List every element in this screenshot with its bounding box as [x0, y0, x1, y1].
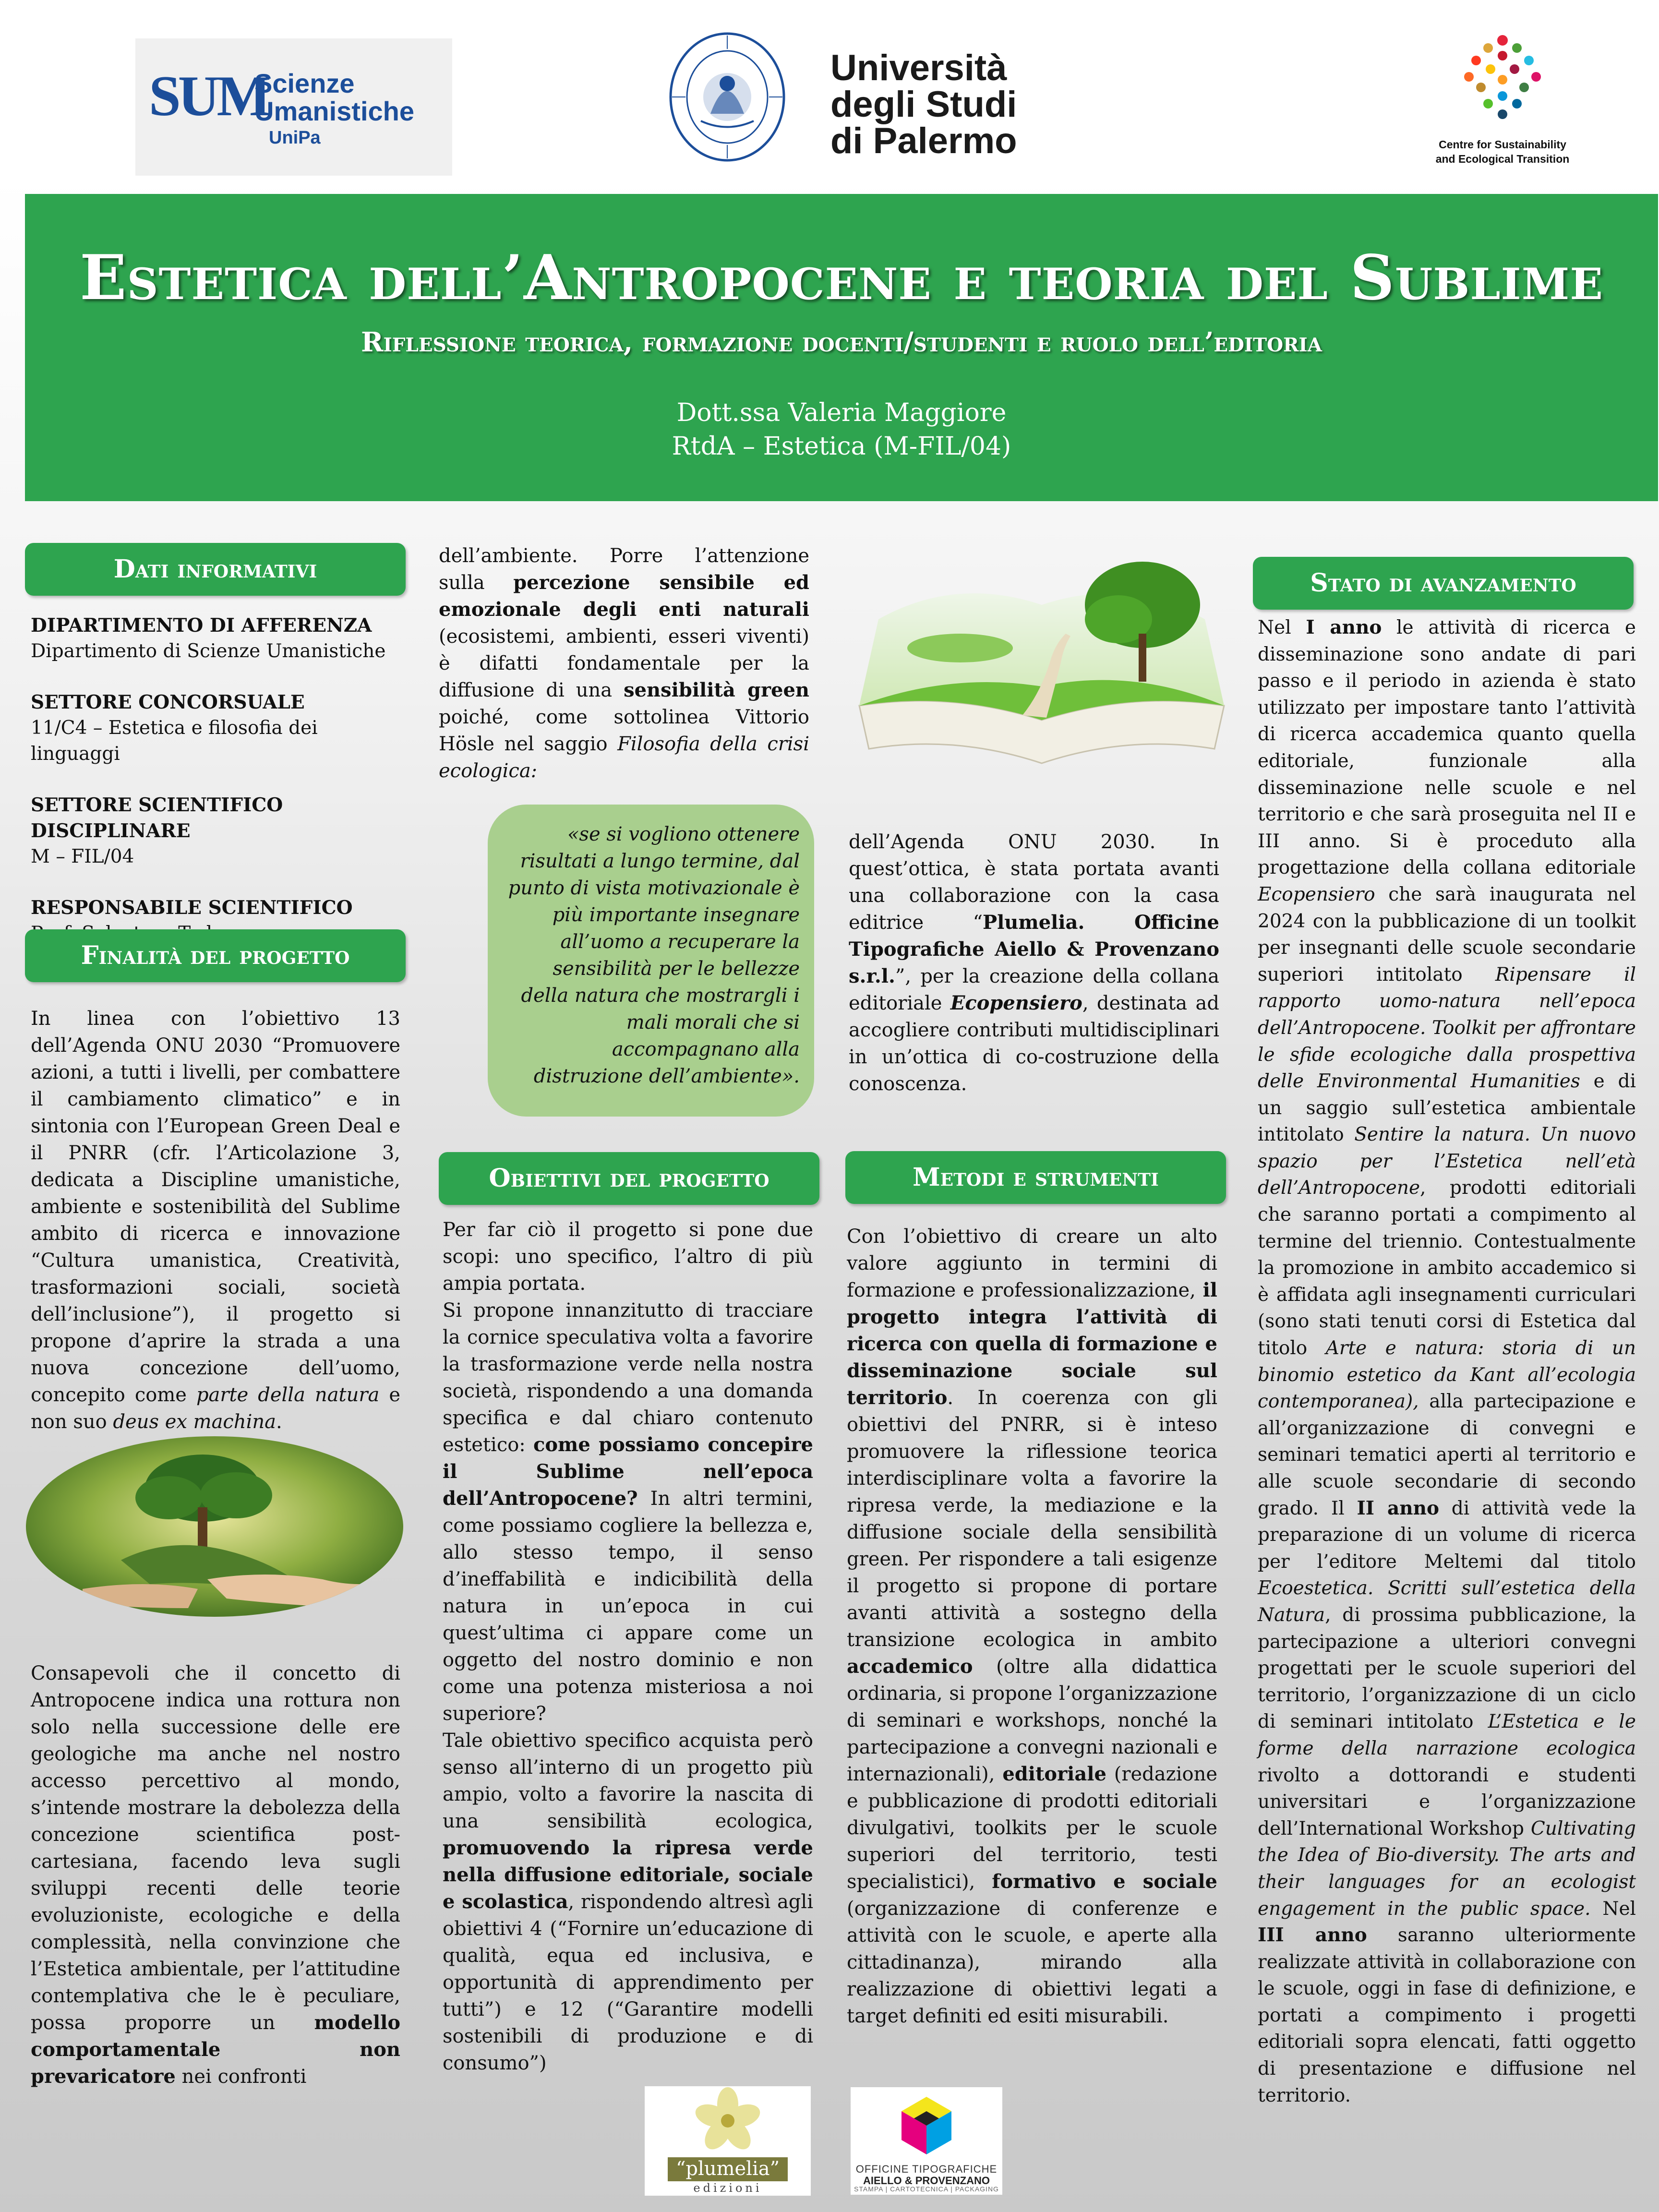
- text-run-bold: sensibilità green: [624, 679, 809, 701]
- text-run: nei confronti: [175, 2066, 307, 2088]
- text-run: e non suo: [31, 1384, 401, 1433]
- dati-value: Dipartimento di Scienze Umanistiche: [31, 640, 386, 662]
- author-role: RtdA – Estetica (M-FIL/04): [672, 432, 1011, 461]
- text-run-bold: promuovendo la ripresa verde nella diffusione editoriale, sociale e scolastica: [443, 1837, 813, 1913]
- text-run: dell’Agenda ONU 2030. In quest’ottica, è stata portata avanti una collaborazione con la casa editrice “: [849, 831, 1219, 934]
- text-run-bold: accademico: [847, 1655, 973, 1678]
- finalita-paragraph-2: [31, 1660, 400, 2090]
- unipa-line1: Università: [830, 48, 1007, 88]
- hosle-quote-box: [488, 805, 814, 1117]
- plumelia-logo: [645, 2086, 811, 2196]
- text-run-italic: Filosofia della crisi ecologica:: [439, 733, 809, 782]
- text-run: Tale obiettivo specifico acquista però senso all’interno di un progetto più ampio, volto a favorire la nascita di una sensibilità ecologica,: [443, 1730, 813, 1832]
- text-run: che sarà inaugurata nel 2024 con la pubblicazione di un toolkit per insegnanti delle scuole secondarie superiori intitolato: [1258, 883, 1636, 986]
- obiettivi-paragraph: [443, 1216, 813, 2077]
- obiettivi-text-3: [443, 1727, 813, 2077]
- text-run: rivolto a dottorandi e studenti universitari e l’organizzazione dell’International Workshop: [1258, 1764, 1636, 1839]
- dati-value: M – FIL/04: [31, 846, 134, 867]
- text-run: (organizzazione di conferenze e attività con le scuole, e aperte alla cittadinanza), mirando alla realizzazione di obiettivi legati a target definiti ed esiti misurabili.: [847, 1898, 1217, 2027]
- text-run-bold: I anno: [1306, 616, 1382, 638]
- text-run-bold: formativo e sociale: [992, 1870, 1217, 1893]
- centre-caption: [1421, 137, 1584, 166]
- text-run: saranno ulteriormente realizzate attività in collaborazione con le scuole, oggi in fase di definizione, e portati a compimento i progetti editoriali sopra elencati, fatti oggetto di presentazione e diffusione nel territorio.: [1258, 1924, 1636, 2106]
- tree-in-hands-image: [25, 1435, 404, 1618]
- author-name: Dott.ssa Valeria Maggiore: [676, 398, 1007, 427]
- text-run-bold-italic: Ecopensiero: [950, 992, 1082, 1014]
- text-run: poiché, come sottolinea Vittorio Hösle nel saggio: [439, 706, 809, 755]
- text-run-bold: III anno: [1258, 1924, 1367, 1947]
- stato-paragraph: [1258, 614, 1636, 2109]
- text-run: dell’ambiente. Porre l’attenzione sulla: [439, 545, 809, 594]
- plumelia-name: “plumelia”: [668, 2157, 788, 2181]
- text-run: Nel: [1590, 1898, 1636, 1920]
- text-run: (ecosistemi, ambienti, esseri viventi) è difatti fondamentale per la diffusione di una: [439, 625, 809, 701]
- poster-title: Estetica dell’Antropocene e teoria del Sublime: [80, 242, 1603, 314]
- text-run-italic: Ecopensiero: [1258, 883, 1375, 905]
- sum-logo-mark: SUM: [149, 64, 268, 128]
- dati-label: SETTORE CONCORSUALE: [31, 691, 305, 713]
- unipa-line3: di Palermo: [830, 120, 1017, 161]
- text-run-italic: Ecoestetica. Scritti sull’estetica della Natura: [1258, 1577, 1636, 1626]
- dati-label: SETTORE SCIENTIFICO DISCIPLINARE: [31, 794, 283, 842]
- dati-heading: Dati informativi: [25, 543, 406, 596]
- sum-logo-line3: UniPa: [269, 128, 321, 148]
- text-run: Per far ciò il progetto si pone due scopi: uno specifico, l’altro di più ampia portata.: [443, 1219, 813, 1295]
- centre-caption-line1: Centre for Sustainability: [1439, 138, 1566, 151]
- aiello-provenzano-logo: [851, 2087, 1002, 2195]
- text-run: (oltre alla didattica ordinaria, si propone l’organizzazione di seminari e workshops, nonché la partecipazione a convegni nazionali e internazionali),: [847, 1656, 1217, 1785]
- text-run: le attività di ricerca e disseminazione sono andate di pari passo e il periodo in azienda è stato utilizzato per impostare tanto l’attività di ricerca accademica quanto quella editoriale, funzionale alla disseminazione nelle scuole e nel territorio e che sarà proseguita nel II e III anno. Si è proceduto alla progettazione della collana editoriale: [1258, 617, 1636, 879]
- unipa-line2: degli Studi: [830, 84, 1017, 125]
- text-run-bold: Plumelia. Officine Tipografiche Aiello & Provenzano s.r.l.: [849, 911, 1219, 987]
- color-cube-icon: [851, 2087, 1002, 2162]
- text-run-italic: Arte e natura: storia di un binomio estetico da Kant all’ecologia contemporanea),: [1258, 1337, 1636, 1413]
- text-run-italic: deus ex machina: [113, 1411, 276, 1433]
- text-run-bold: come possiamo concepire il Sublime nell’epoca dell’Antropocene?: [443, 1433, 813, 1510]
- text-run-bold: editoriale: [1002, 1763, 1106, 1785]
- text-run-italic: Ripensare il rapporto uomo-natura nell’epoca dell’Antropocene. Toolkit per affrontare le sfide ecologiche dalla prospettiva delle Environmental Humanities: [1258, 963, 1636, 1093]
- open-book-landscape-image: [840, 547, 1243, 778]
- metodi-heading: Metodi e strumenti: [845, 1151, 1226, 1204]
- text-run: e di un saggio sull’estetica ambientale intitolato: [1258, 1070, 1636, 1146]
- col2-intro-paragraph: [439, 542, 809, 784]
- text-run: Si propone innanzitutto di tracciare la cornice speculativa volta a favorire la trasformazione verde nella nostra società, rispondendo a una domanda specifica e dal chiaro contenuto estetico:: [443, 1299, 813, 1456]
- text-run-bold: II anno: [1357, 1497, 1439, 1519]
- text-run: alla partecipazione e all’organizzazione di convegni e seminari tematici aperti al territorio e alle scuole secondarie di secondo grado. Il: [1258, 1391, 1636, 1519]
- dati-label: RESPONSABILE SCIENTIFICO: [31, 897, 353, 919]
- text-run: di attività vede la preparazione di un volume di ricerca per l’editore Meltemi dal titolo: [1258, 1497, 1636, 1573]
- obiettivi-text-2: [443, 1297, 813, 1727]
- text-run-bold: modello comportamentale non prevaricatore: [31, 2011, 400, 2088]
- dati-list: [31, 613, 405, 947]
- text-run-bold: percezione sensibile ed emozionale degli enti naturali: [439, 571, 809, 621]
- sum-logo: [135, 38, 452, 176]
- unipa-wordmark: [830, 50, 1017, 159]
- text-run: , destinata ad accogliere contributi multidisciplinari in un’ottica di co-costruzione della conoscenza.: [849, 992, 1219, 1095]
- text-run-italic: L’Estetica e le forme della narrazione ecologica: [1258, 1711, 1636, 1759]
- plumelia-sub: edizioni: [693, 2181, 762, 2195]
- dati-value: 11/C4 – Estetica e filosofia dei linguaggi: [31, 717, 318, 765]
- text-run: . In coerenza con gli obiettivi del PNRR, si è inteso promuovere la riflessione teorica interdisciplinare volta a favorire la ripresa verde, la mediazione e la diffusione sociale della sensibilità green. Per rispondere a tali esigenze il progetto si propone di portare avanti attività a sostegno della transizione ecologica in ambito: [847, 1387, 1217, 1651]
- poster-subtitle: Riflessione teorica, formazione docenti/studenti e ruolo dell’editoria: [361, 326, 1322, 358]
- text-run: .: [276, 1411, 282, 1433]
- text-run: ”, per la creazione della collana editoriale: [849, 965, 1219, 1014]
- text-run: Consapevoli che il concetto di Antropocene indica una rottura non solo nella successione delle ere geologiche ma anche nel nostro accesso percettivo al mondo, s’intende mostrare la debolezza della concezione scientifica post-cartesiana, facendo leva sugli sviluppi recenti delle teorie evoluzioniste, ecologiche e della complessità, nella convinzione che l’Estetica ambientale, per l’attitudine contemplativa che le è peculiare, possa proporre un: [31, 1662, 400, 2034]
- header-band: [25, 194, 1658, 501]
- text-run: In linea con l’obiettivo 13 dell’Agenda ONU 2030 “Promuovere azioni, a tutti i livelli, per combattere il cambiamento climatico” e in sintonia con l’European Green Deal e il PNRR (cfr. l’Articolazione 3, dedicata a Discipline umanistiche, ambiente e sostenibilità del Sublime ambito di ricerca e innovazione “Cultura umanistica, Creatività, trasformazioni sociali, società dell’inclusione”), il progetto si propone d’aprire la strada a una nuova concezione dell’uomo, concepito come: [31, 1008, 400, 1406]
- sum-logo-line2: Umanistiche: [254, 96, 414, 126]
- aiello-line3: STAMPA | CARTOTECNICA | PACKAGING: [854, 2185, 999, 2193]
- text-run: (redazione e pubblicazione di prodotti editoriali divulgativi, toolkits per le scuole superiori del territorio, testi specialistici),: [847, 1763, 1217, 1893]
- metodi-paragraph: [847, 1223, 1217, 2030]
- finalita-heading: Finalità del progetto: [25, 929, 406, 982]
- text-run-italic: parte della natura: [196, 1384, 380, 1406]
- centre-sustainability-logo: [1431, 34, 1575, 173]
- centre-caption-line2: and Ecological Transition: [1435, 153, 1570, 165]
- colored-dots-icon: [1431, 34, 1575, 134]
- text-run-bold: il progetto integra l’attività di ricerca con quella di formazione e disseminazione sociale sul territorio: [847, 1279, 1217, 1409]
- aiello-line2: AIELLO & PROVENZANO: [863, 2175, 990, 2187]
- sum-logo-line1: Scienze: [254, 68, 355, 98]
- stato-heading: Stato di avanzamento: [1253, 557, 1634, 610]
- text-run-italic: Sentire la natura. Un nuovo spazio per l’Estetica nell’età dell’Antropocene: [1258, 1124, 1636, 1199]
- obiettivi-heading: Obiettivi del progetto: [439, 1152, 819, 1205]
- text-run: , di prossima pubblicazione, la partecipazione a ulteriori convegni progettati per le scuole superiori del territorio, l’organizzazione di un ciclo di seminari intitolato: [1258, 1604, 1636, 1733]
- unipa-seal-logo: [667, 30, 787, 164]
- text-run: Nel: [1258, 617, 1306, 638]
- hosle-quote-text: «se si vogliono ottenere risultati a lungo termine, dal punto di vista motivazionale è più importante insegnare all’uomo a recuperare la sensibilità per le bellezze della natura che mostrargli i mali morali che si accompagnano alla distruzione dell’ambiente».: [508, 823, 800, 1087]
- text-run: , prodotti editoriali che saranno portati a compimento al termine del triennio. Contestualmente la promozione in ambito accademico si è affidata agli insegnamenti curriculari (sono stati tenuti corsi di Estetica dal titolo: [1258, 1177, 1636, 1359]
- finalita-paragraph-1: [31, 1005, 400, 1435]
- text-run: In altri termini, come possiamo cogliere la bellezza e, allo stesso tempo, il senso d’ineffabilità e indicibilità della natura in un’epoca in cui quest’ultima ci appare come un oggetto del nostro dominio e non come una potenza misteriosa a noi superiore?: [443, 1488, 813, 1725]
- col3-intro-paragraph: [849, 829, 1219, 1097]
- text-run: Con l’obiettivo di creare un alto valore aggiunto in termini di formazione e professionalizzazione,: [847, 1226, 1217, 1301]
- plumeria-flower-icon: [645, 2086, 811, 2157]
- aiello-line1: OFFICINE TIPOGRAFICHE: [855, 2163, 998, 2175]
- text-run-italic: Cultivating the Idea of Bio-diversity. The arts and their languages for an ecologist engagement in the public space.: [1258, 1817, 1636, 1920]
- dati-label: DIPARTIMENTO DI AFFERENZA: [31, 614, 372, 637]
- text-run: , rispondendo altresì agli obiettivi 4 (“Fornire un’educazione di qualità, equa ed inclusiva, e opportunità di apprendimento per tutti”) e 12 (“Garantire modelli sostenibili di produzione e di consumo”): [443, 1891, 813, 2074]
